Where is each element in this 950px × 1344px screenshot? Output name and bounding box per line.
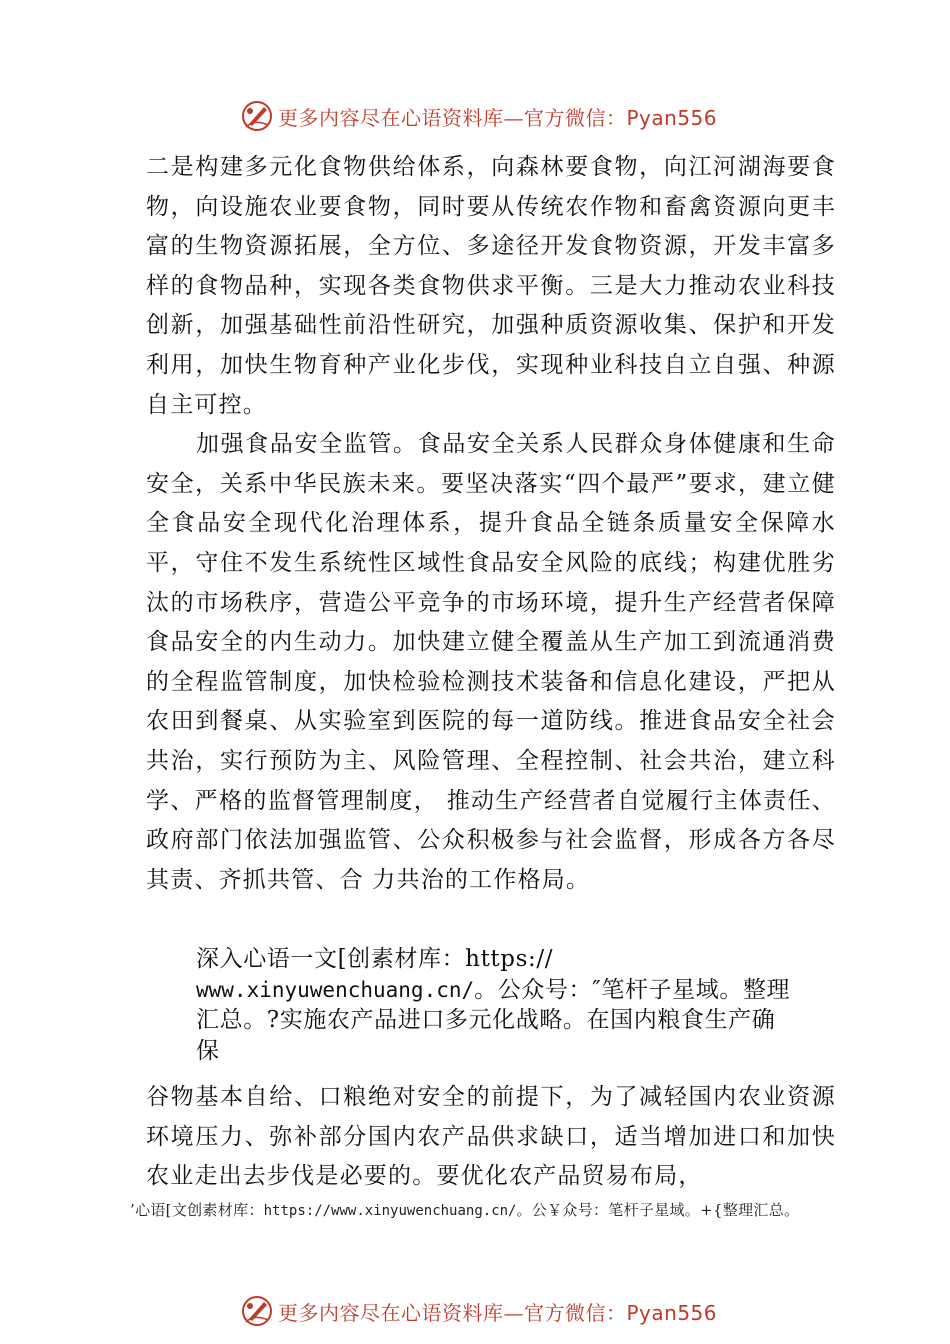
paragraph-import-strategy: 谷物基本自给、口粮绝对安全的前提下，为了减轻国内农业资源环境压力、弥补部分国内农产品供求缺口，适当增加进口和加快农业走出去步伐是必要的。要优化农产品贸易布局， [146,1084,836,1190]
brand-logo-icon [240,1294,274,1328]
article-body [146,148,836,900]
quote-line-3: 汇总。?实施农产品进口多元化战略。在国内粮食生产确 [196,1007,776,1033]
footer-banner [0,1291,950,1331]
paragraph-food-safety: 加强食品安全监管。食品安全关系人民群众身体健康和生命安全，关系中华民族未来。要坚决落实“四个最严”要求，建立健全食品安全现代化治理体系，提升食品全链条质量安全保障水平，守住不发生系统性区域性食品安全风险的底线；构建优胜劣汰的市场秩序，营造公平竞争的市场环境，提升生产经营者保障食品安全的内生动力。加快建立健全覆盖从生产加工到流通消费的全程监管制度，加快检验检测技术装备和信息化建设，严把从农田到餐桌、从实验室到医院的每一道防线。推进食品安全社会共治，实行预防为主、风险管理、全程控制、社会共治，建立科学、严格的监督管理制度， 推动生产经营者自觉履行主体责任、政府部门依法加强监管、公众积极参与社会监督，形成各方各尽其责、齐抓共管、合 力共治的工作格局。 [146,431,836,893]
brand-logo-icon [240,99,274,133]
footer-wechat-id: Pyan556 [626,1300,718,1325]
header-banner [0,96,950,136]
quote-block [196,944,826,1066]
quote-line-2: www.xinyuwenchuang.cn/。公众号：″笔杆子星域。整理 [196,976,791,1003]
quote-url: www.xinyuwenchuang.cn/ [196,977,475,1002]
header-banner-text: 更多内容尽在心语资料库—官方微信：Pyan556 [278,105,718,130]
header-wechat-id: Pyan556 [626,105,718,130]
footnote-url: https://www.xinyuwenchuang.cn/ [263,1203,517,1219]
footnote: ’心语[文创素材库：https://www.xinyuwenchuang.cn/。公￥众号：笔杆子星域。+{整理汇总。 [130,1201,800,1219]
footer-banner-text: 更多内容尽在心语资料库—官方微信：Pyan556 [278,1300,718,1325]
tail-section [146,1078,836,1197]
paragraph-food-supply: 二是构建多元化食物供给体系，向森林要食物，向江河湖海要食物，向设施农业要食物，同时要从传统农作物和畜禽资源向更丰富的生物资源拓展，全方位、多途径开发食物资源，开发丰富多样的食物品种，实现各类食物供求平衡。三是大力推动农业科技创新，加强基础性前沿性研究，加强种质资源收集、保护和开发利用，加快生物育种产业化步伐，实现种业科技自立自强、种源自主可控。 [146,154,836,418]
quote-line-4: 保 [196,1037,220,1064]
quote-line-1: 深入心语一文[创素材库：https:// [196,946,554,972]
